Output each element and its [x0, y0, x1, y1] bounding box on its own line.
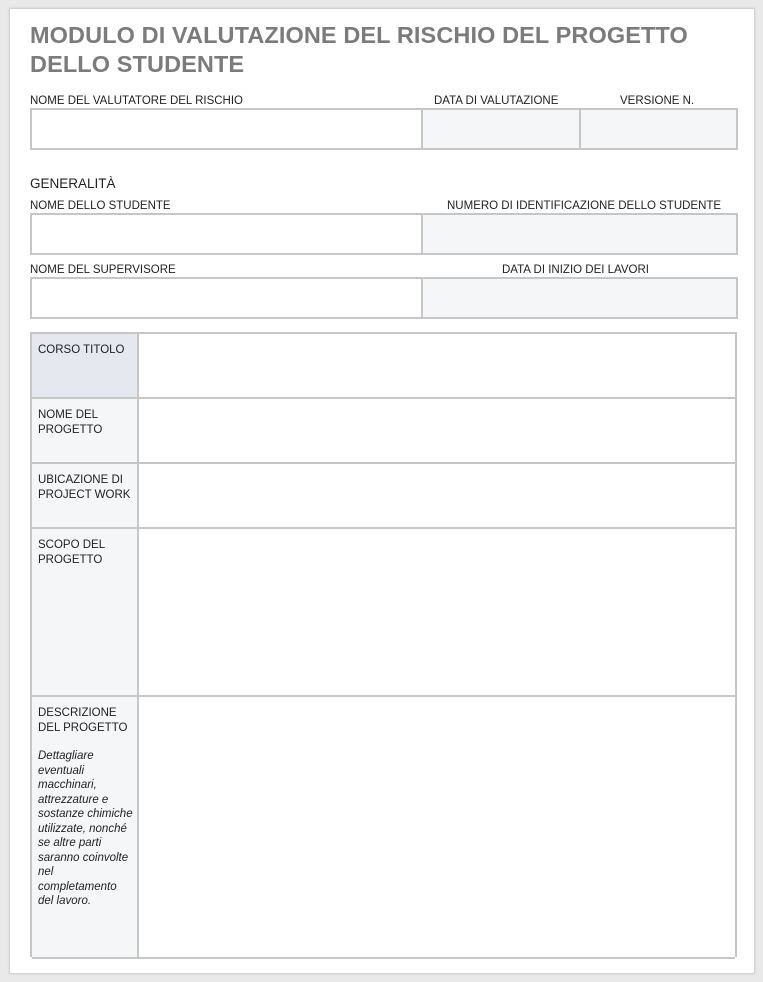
supervisor-name-field[interactable] — [30, 277, 423, 319]
document-page — [9, 8, 755, 974]
student-name-field[interactable] — [30, 213, 423, 255]
student-name-label: NOME DELLO STUDENTE — [30, 200, 171, 212]
course-title-label: CORSO TITOLO — [32, 334, 139, 397]
project-name-field[interactable] — [139, 399, 735, 462]
general-section-heading: GENERALITÀ — [30, 176, 116, 191]
project-name-row — [32, 399, 735, 464]
project-description-field[interactable] — [139, 697, 735, 957]
course-title-row — [32, 334, 735, 399]
student-id-field[interactable] — [421, 213, 738, 255]
project-description-row — [32, 697, 735, 959]
project-scope-field[interactable] — [139, 529, 735, 695]
student-id-label: NUMERO DI IDENTIFICAZIONE DELLO STUDENTE — [447, 200, 722, 212]
start-date-label: DATA DI INIZIO DEI LAVORI — [502, 264, 649, 276]
assessor-name-label: NOME DEL VALUTATORE DEL RISCHIO — [30, 95, 244, 107]
project-location-row — [32, 464, 735, 529]
assessment-date-field[interactable] — [421, 108, 581, 150]
form-title: MODULO DI VALUTAZIONE DEL RISCHIO DEL PROGETTO DELLO STUDENTE — [30, 22, 688, 77]
version-number-field[interactable] — [579, 108, 738, 150]
version-number-label: VERSIONE N. — [620, 95, 695, 107]
start-date-field[interactable] — [421, 277, 738, 319]
assessment-date-label: DATA DI VALUTAZIONE — [434, 95, 559, 107]
assessor-name-field[interactable] — [30, 108, 423, 150]
project-scope-label: SCOPO DEL PROGETTO — [32, 529, 139, 695]
course-title-field[interactable] — [139, 334, 735, 397]
project-location-field[interactable] — [139, 464, 735, 527]
project-scope-row — [32, 529, 735, 697]
project-description-label: DESCRIZIONE DEL PROGETTO — [38, 707, 128, 734]
project-description-note: Dettagliare eventuali macchinari, attrezzature e sostanze chimiche utilizzate, nonché se altre parti saranno coinvolte nel completamento del lavoro. — [38, 750, 133, 907]
project-description-label-cell — [32, 697, 139, 957]
project-details-table — [30, 332, 737, 957]
supervisor-name-label: NOME DEL SUPERVISORE — [30, 264, 176, 276]
project-name-label: NOME DEL PROGETTO — [32, 399, 139, 462]
project-location-label: UBICAZIONE DI PROJECT WORK — [32, 464, 139, 527]
